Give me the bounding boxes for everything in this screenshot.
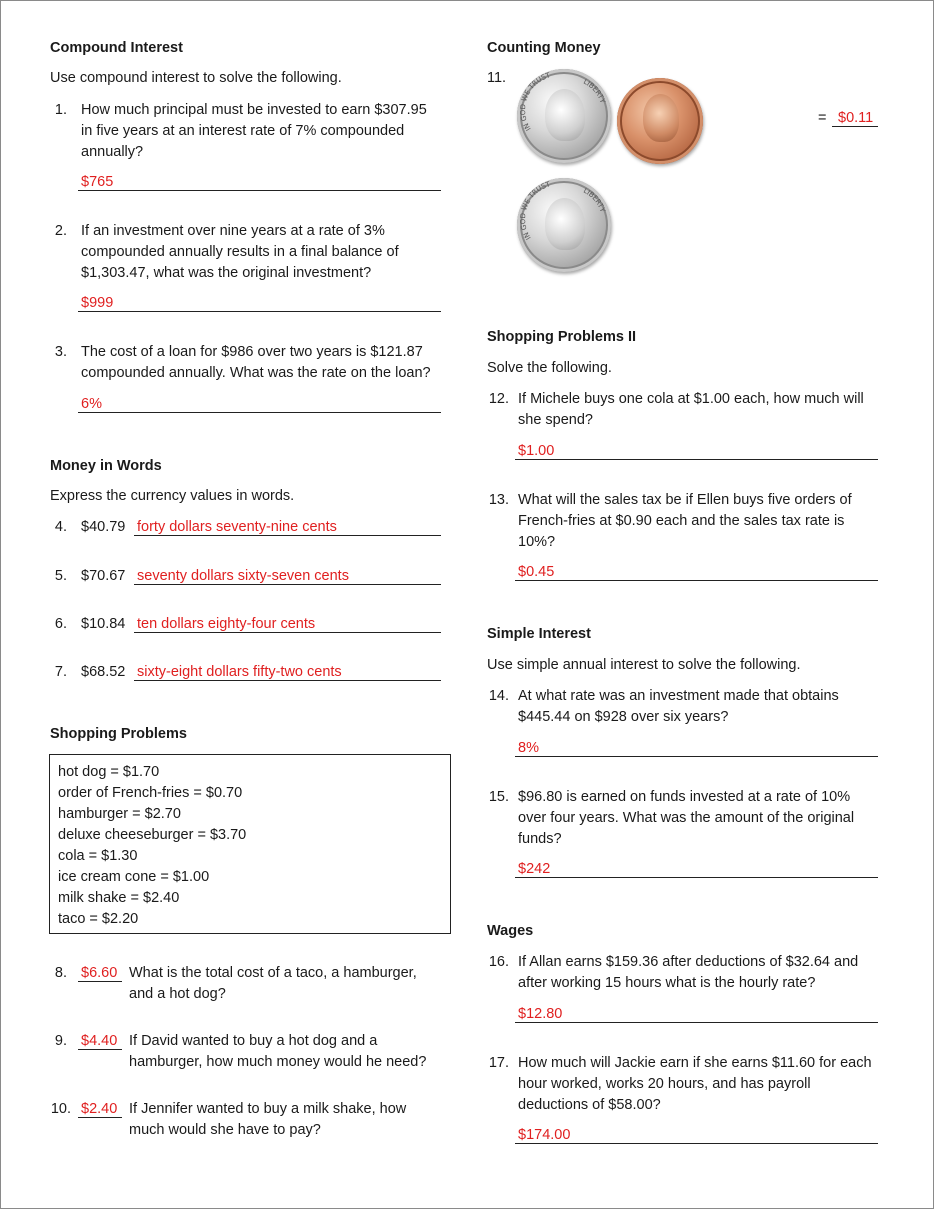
menu-item: ice cream cone = $1.00: [58, 869, 210, 885]
question-line: hamburger, how much money would he need?: [129, 1054, 427, 1070]
question-number: 8.: [54, 965, 67, 981]
answer-line: [78, 311, 441, 312]
question-line: compounded annually results in a final balance of: [81, 244, 399, 260]
answer-line: [515, 580, 878, 581]
question-number: 7.: [54, 664, 67, 680]
answer-16: $12.80: [518, 1006, 563, 1022]
question-9-text: [129, 1031, 426, 1073]
question-line: compounded annually. What was the rate on the loan?: [81, 365, 431, 381]
nickel-coin: [517, 69, 611, 163]
question-13-text: [518, 490, 852, 553]
question-number: 1.: [54, 102, 67, 118]
price-list: [58, 762, 246, 930]
question-line: $445.44 on $928 over six years?: [518, 709, 729, 725]
compound-instruction: Use compound interest to solve the following.: [50, 70, 342, 86]
menu-item: cola = $1.30: [58, 848, 138, 864]
question-number: 5.: [54, 568, 67, 584]
question-line: funds?: [518, 831, 562, 847]
answer-1: $765: [81, 174, 114, 190]
question-number: 13.: [488, 492, 509, 508]
question-line: $96.80 is earned on funds invested at a rate of 10%: [518, 789, 851, 805]
question-number: 11.: [487, 70, 507, 86]
coin-liberty: LIBERTY: [582, 186, 607, 214]
question-number: 12.: [488, 391, 509, 407]
answer-line: [78, 1117, 122, 1118]
price-menu-box: [49, 754, 451, 934]
menu-item: deluxe cheeseburger = $3.70: [58, 827, 247, 843]
question-number: 4.: [54, 519, 67, 535]
answer-line: [515, 756, 878, 757]
answer-line: [134, 584, 441, 585]
question-line: If an investment over nine years at a rate of 3%: [81, 223, 385, 239]
answer-14: 8%: [518, 740, 539, 756]
question-line: and a hot dog?: [129, 986, 226, 1002]
section-title-compound-interest: Compound Interest: [50, 40, 183, 56]
answer-line: [515, 877, 878, 878]
question-line: If Allan earns $159.36 after deductions of $32.64 and: [518, 954, 859, 970]
simple-instruction: Use simple annual interest to solve the following.: [487, 657, 801, 673]
answer-13: $0.45: [518, 564, 555, 580]
answer-line: [78, 981, 122, 982]
question-line: much would she have to pay?: [129, 1122, 321, 1138]
answer-17: $174.00: [518, 1127, 571, 1143]
question-line: over four years. What was the amount of the original: [518, 810, 855, 826]
question-line: hour worked, works 20 hours, and has payroll: [518, 1076, 811, 1092]
question-number: 16.: [488, 954, 509, 970]
coin-lettering: [517, 178, 611, 272]
menu-item: taco = $2.20: [58, 911, 139, 927]
question-number: 10.: [50, 1101, 71, 1117]
svg-text:LIBERTY: [582, 78, 607, 105]
question-number: 2.: [54, 223, 67, 239]
menu-item: hamburger = $2.70: [58, 806, 181, 822]
question-number: 17.: [488, 1055, 509, 1071]
question-line: If Michele buys one cola at $1.00 each, how much will: [518, 391, 864, 407]
question-line: At what rate was an investment made that obtains: [518, 688, 839, 704]
question-line: deductions of $58.00?: [518, 1097, 661, 1113]
question-line: How much will Jackie earn if she earns $11.60 for each: [518, 1055, 872, 1071]
question-12-text: [518, 389, 864, 431]
question-line: If David wanted to buy a hot dog and a: [129, 1033, 378, 1049]
coin-motto: IN GOD WE TRUST: [519, 180, 552, 242]
question-line: after working 15 hours what is the hourly rate?: [518, 975, 816, 991]
question-17-text: [518, 1053, 872, 1116]
question-16-text: [518, 952, 858, 994]
question-line: $1,303.47, what was the original investment?: [81, 265, 372, 281]
currency-value: $40.79: [81, 519, 126, 535]
answer-line: [832, 126, 878, 127]
lincoln-portrait: [643, 94, 679, 142]
answer-line: [515, 1143, 878, 1144]
question-line: What is the total cost of a taco, a hamburger,: [129, 965, 417, 981]
question-line: How much principal must be invested to earn $307.95: [81, 102, 427, 118]
answer-15: $242: [518, 861, 551, 877]
answer-line: [78, 1049, 122, 1050]
section-title-money-in-words: Money in Words: [50, 458, 162, 474]
svg-text:IN GOD WE TRUST: [519, 180, 552, 241]
answer-7: sixty-eight dollars fifty-two cents: [137, 664, 342, 680]
currency-value: $10.84: [81, 616, 126, 632]
question-1-text: [81, 100, 427, 163]
svg-text:IN GOD WE TRUST: [519, 71, 552, 132]
answer-12: $1.00: [518, 443, 555, 459]
answer-2: $999: [81, 295, 114, 311]
section-title-counting-money: Counting Money: [487, 40, 601, 56]
question-line: The cost of a loan for $986 over two years is $121.87: [81, 344, 423, 360]
answer-5: seventy dollars sixty-seven cents: [137, 568, 349, 584]
answer-3: 6%: [81, 396, 102, 412]
section-title-simple-interest: Simple Interest: [487, 626, 591, 642]
question-number: 6.: [54, 616, 67, 632]
question-line: she spend?: [518, 412, 593, 428]
menu-item: order of French-fries = $0.70: [58, 785, 243, 801]
answer-line: [134, 632, 441, 633]
answer-11: $0.11: [838, 110, 874, 126]
question-line: What will the sales tax be if Ellen buys five orders of: [518, 492, 852, 508]
equals-sign: =: [818, 110, 827, 126]
answer-line: [78, 412, 441, 413]
question-8-text: [129, 963, 417, 1005]
answer-line: [134, 535, 441, 536]
nickel-coin: [517, 178, 611, 272]
words-instruction: Express the currency values in words.: [50, 488, 295, 504]
section-title-wages: Wages: [487, 923, 534, 939]
question-line: If Jennifer wanted to buy a milk shake, how: [129, 1101, 407, 1117]
question-2-text: [81, 221, 399, 284]
answer-line: [515, 1022, 878, 1023]
section-title-shopping-problems-ii: Shopping Problems II: [487, 329, 637, 345]
question-10-text: [129, 1099, 406, 1141]
coin-liberty: LIBERTY: [582, 77, 607, 105]
question-number: 3.: [54, 344, 67, 360]
svg-text:LIBERTY: [582, 187, 607, 214]
question-15-text: [518, 787, 854, 850]
currency-value: $68.52: [81, 664, 126, 680]
answer-6: ten dollars eighty-four cents: [137, 616, 316, 632]
shopping2-instruction: Solve the following.: [487, 360, 612, 376]
question-line: annually?: [81, 144, 144, 160]
answer-10: $2.40: [81, 1101, 118, 1117]
coin-motto: IN GOD WE TRUST: [519, 71, 552, 133]
currency-value: $70.67: [81, 568, 126, 584]
answer-line: [134, 680, 441, 681]
question-line: 10%?: [518, 534, 556, 550]
question-line: French-fries at $0.90 each and the sales tax rate is: [518, 513, 845, 529]
question-number: 14.: [488, 688, 509, 704]
question-number: 15.: [488, 789, 509, 805]
answer-8: $6.60: [81, 965, 118, 981]
answer-line: [515, 459, 878, 460]
answer-9: $4.40: [81, 1033, 118, 1049]
menu-item: hot dog = $1.70: [58, 764, 160, 780]
answer-line: [78, 190, 441, 191]
penny-coin: [617, 78, 703, 164]
answer-4: forty dollars seventy-nine cents: [137, 519, 337, 535]
coin-lettering: [517, 69, 611, 163]
section-title-shopping-problems: Shopping Problems: [50, 726, 187, 742]
question-line: in five years at an interest rate of 7% compounded: [81, 123, 405, 139]
question-14-text: [518, 686, 839, 728]
question-3-text: [81, 342, 431, 384]
question-number: 9.: [54, 1033, 67, 1049]
menu-item: milk shake = $2.40: [58, 890, 180, 906]
